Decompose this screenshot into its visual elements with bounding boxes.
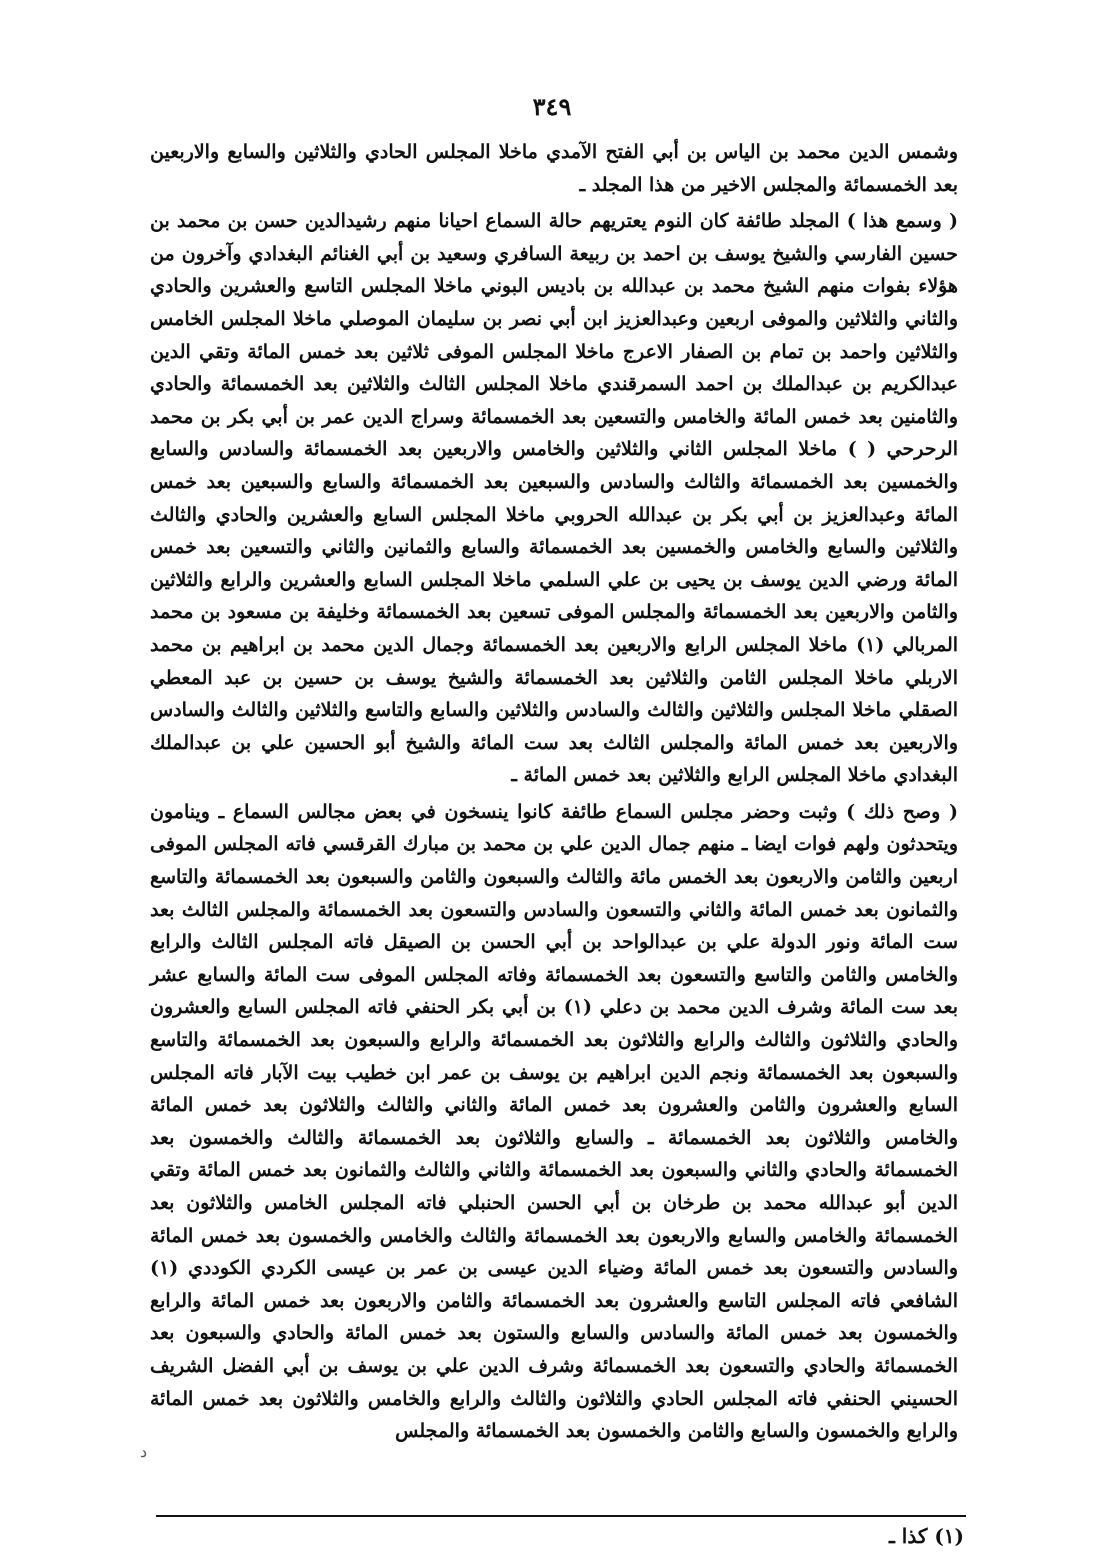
- body-text: [150, 136, 958, 1448]
- page-number: ٣٤٩: [532, 92, 572, 121]
- footnote-divider: [156, 1515, 966, 1517]
- paragraph-opening: وشمس الدين محمد بن الياس بن أبي الفتح الآمدي ماخلا المجلس الحادي والثلاثين والسابع والاربعين بعد الخمسمائة والمجلس الاخير من هذا المجلد ـ: [150, 141, 958, 196]
- paragraph-audition-note: ( وسمع هذا ) المجلد طائفة كان النوم يعتريهم حالة السماع احيانا منهم رشيدالدين حسن بن محمد بن حسين الفارسي والشيخ يوسف بن احمد بن ربيعة السافري وسعيد بن أبي الغنائم البغدادي وآخرون من هؤلاء بفوات منهم الشيخ محمد بن عبدالله بن باديس البوني ماخلا المجلس التاسع والعشرين والحادي والثاني والثلاثين والموفى اربعين وعبدالعزيز ابن أبي نصر بن سليمان الموصلي ماخلا المجلس الخامس والثلاثين واحمد بن تمام بن الصفار الاعرج ماخلا المجلس الموفى ثلاثين بعد خمس المائة وتقي الدين عبدالكريم بن عبدالملك بن احمد السمرقندي ماخلا المجلس الثالث والثلاثين بعد الخمسمائة والحادي والثامنين بعد خمس المائة والخامس والتسعين بعد الخمسمائة وسراج الدين عمر بن أبي بكر بن محمد الرحرحي ( ) ماخلا المجلس الثاني والثلاثين والخامس والاربعين بعد الخمسمائة والسادس والسابع والخمسين بعد الخمسمائة والثالث والسادس والسبعين بعد الخمسمائة والسابع والسبعين بعد خمس المائة وعبدالعزيز بن أبي بكر بن عبدالله الحروبي ماخلا المجلس السابع والعشرين والحادي والثالث والثلاثين والسابع والخامس والخمسين بعد الخمسمائة والسابع والثمانين والثاني والتسعين بعد خمس المائة ورضي الدين يوسف بن يحيى بن علي السلمي ماخلا المجلس السابع والعشرين والرابع والثلاثين والثامن والاربعين بعد الخمسمائة والمجلس الموفى تسعين بعد الخمسمائة وخليفة بن مسعود بن محمد المربالي (١) ماخلا المجلس الرابع والاربعين بعد الخمسمائة وجمال الدين محمد بن ابراهيم بن محمد الاربلي ماخلا المجلس الثامن والثلاثين بعد الخمسمائة والشيخ يوسف بن حسين بن عبد المعطي الصقلي ماخلا المجلس والثلاثين والثالث والسادس والثلاثين والسابع والتاسع والثلاثين والثالث والسادس والاربعين بعد خمس المائة والمجلس الثالث بعد ست المائة والشيخ أبو الحسين علي بن عبدالملك البغدادي ماخلا المجلس الرابع والثلاثين بعد خمس المائة ـ: [150, 210, 959, 787]
- footnote: (١) كذا ـ: [888, 1524, 964, 1548]
- paragraph-attendance-note: ( وصح ذلك ) وثبت وحضر مجلس السماع طائفة كانوا ينسخون في بعض مجالس السماع ـ وينامون ويتحدثون ولهم فوات ايضا ـ منهم جمال الدين علي بن محمد بن مبارك القرقسي فاته المجلس الموفى اربعين والثامن والاربعون بعد الخمس مائة والثالث والسبعون والثامن والسبعون بعد الخمسمائة والتاسع والثمانون بعد خمس المائة والثاني والتسعون والسادس والتسعون بعد الخمسمائة والمجلس الثالث بعد ست المائة ونور الدولة علي بن عبدالواحد بن أبي الحسن بن الصيقل فاته المجلس الثالث والرابع والخامس والثامن والتاسع والتسعون بعد الخمسمائة وفاته المجلس الموفى ست المائة والسابع عشر بعد ست المائة وشرف الدين محمد بن دعلي (١) بن أبي بكر الحنفي فاته المجلس السابع والعشرون والحادي والثلاثون والثالث والرابع والثلاثون بعد الخمسمائة والرابع والسبعون بعد الخمسمائة والتاسع والسبعون بعد الخمسمائة ونجم الدين ابراهيم بن يوسف بن عمر ابن خطيب بيت الآبار فاته المجلس السابع والعشرون والثامن والعشرون بعد خمس المائة والثاني والثالث والثلاثون بعد خمس المائة والخامس والثلاثون بعد الخمسمائة ـ والسابع والثلاثون بعد الخمسمائة والثالث والخمسون بعد الخمسمائة والحادي والثاني والسبعون بعد الخمسمائة والثاني والثالث والثمانون بعد خمس المائة وتقي الدين أبو عبدالله محمد بن طرخان بن أبي الحسن الحنبلي فاته المجلس الخامس والثلاثون بعد الخمسمائة والخامس والسابع والاربعون بعد الخمسمائة والثالث والخامس والخمسون بعد خمس المائة والسادس والتسعون بعد خمس المائة وضياء الدين عيسى بن عمر بن عيسى الكردي الكوددي (١) الشافعي فاته المجلس التاسع والعشرون بعد الخمسمائة والثامن والاربعون بعد خمس المائة والرابع والخمسون بعد خمس المائة والسادس والسابع والستون بعد خمس المائة والحادي والسبعون بعد الخمسمائة والحادي والتسعون بعد الخمسمائة وشرف الدين علي بن يوسف بن أبي الفضل الشريف الحسيني الحنفي فاته المجلس الحادي والثلاثون والثالث والرابع والخامس والثلاثون بعد خمس المائة والرابع والخمسون والسابع والثامن والخمسون بعد الخمسمائة والمجلس: [150, 800, 958, 1443]
- margin-mark: ﺩ: [140, 1442, 148, 1461]
